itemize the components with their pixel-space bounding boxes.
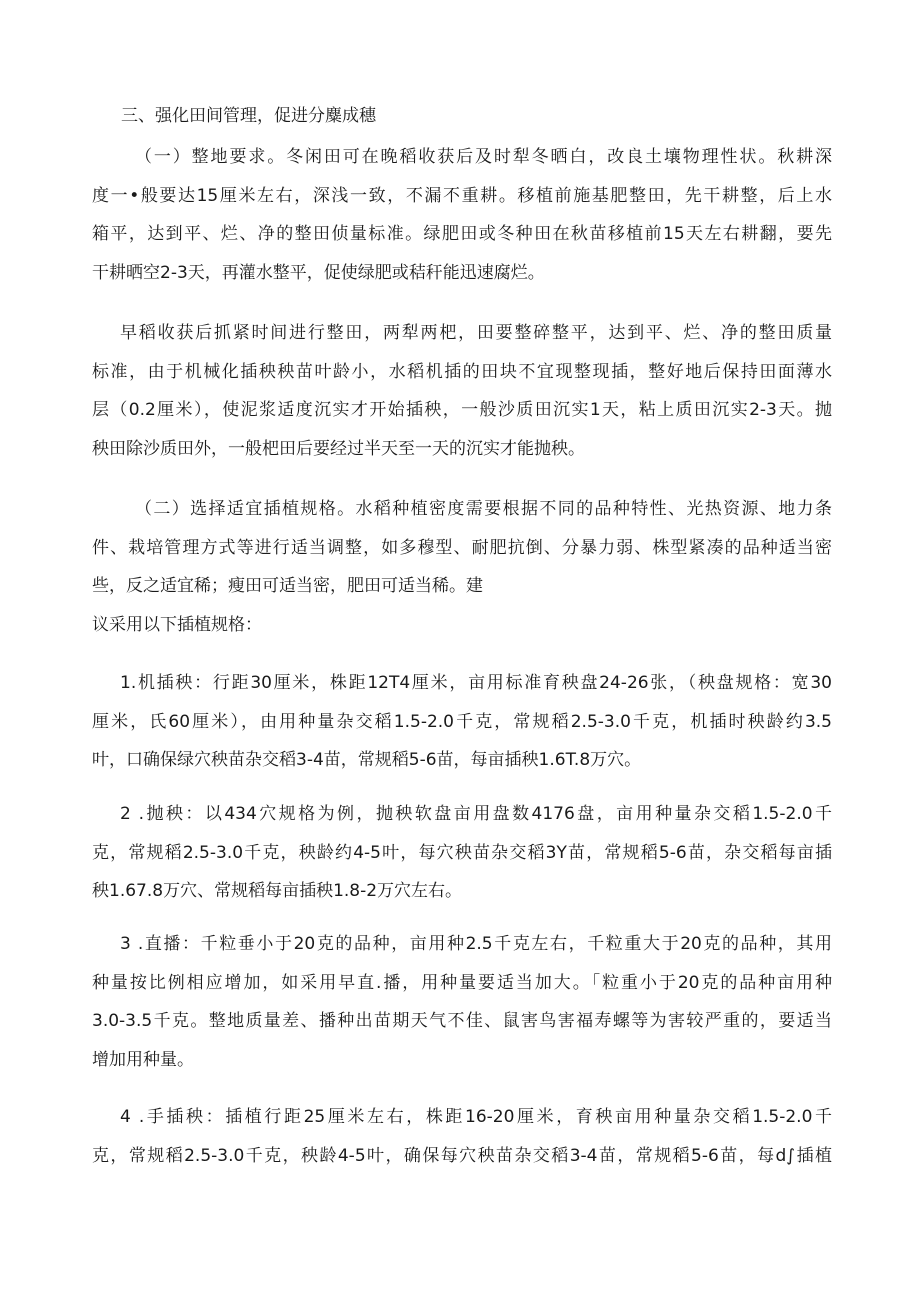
text-line: 1.机插秧：行距30厘米，株距12T4厘米，亩用标准育秧盘24-26张，（秧盘规格：宽30 bbox=[120, 673, 832, 693]
text-line: （二）选择适宜插植规格。水稻种植密度需要根据不同的品种特性、光热资源、地力条 bbox=[135, 499, 832, 519]
text-line: 厘米，氏60厘米），由用种量杂交稻1.5-2.0千克，常规稻2.5-3.0千克，机插时秧龄约3.5 bbox=[92, 711, 832, 732]
text-line: （一）整地要求。冬闲田可在晚稻收获后及时犁冬晒白，改良土壤物理性状。秋耕深 bbox=[135, 147, 832, 167]
section-heading: 三、强化田间管理，促进分麋成穗 bbox=[121, 106, 376, 126]
text-line: 3.0-3.5千克。整地质量差、播种出苗期天气不佳、鼠害鸟害福寿螺等为害较严重的，要适当 bbox=[92, 1011, 832, 1032]
text-line: 克，常规稻2.5-3.0千克，秧龄4-5叶，确保每穴秧苗杂交稻3-4苗，常规稻5-6苗，每d∫插植 bbox=[92, 1145, 832, 1166]
text-line: 箱平，达到平、烂、净的整田侦量标准。绿肥田或冬种田在秋苗移植前15天左右耕翻，要先 bbox=[92, 224, 832, 245]
text-line: 2 .抛秧：以434穴规格为例，抛秧软盘亩用盘数4176盘，亩用种量杂交稻1.5-2.0千 bbox=[120, 804, 832, 824]
text-line: 层（0.2厘米），使泥浆适度沉实才开始插秧，一般沙质田沉实1天，粘上质田沉实2-3天。抛 bbox=[92, 400, 832, 421]
item-hand-transplanting bbox=[92, 1098, 832, 1175]
text-line: 克，常规稻2.5-3.0千克，秧龄约4-5叶，每穴秧苗杂交稻3Y苗，常规稻5-6苗，杂交稻每亩插 bbox=[92, 842, 832, 863]
text-line: 件、栽培管理方式等进行适当调整，如多穆型、耐肥抗倒、分暴力弱、株型紧凑的品种适当密 bbox=[92, 537, 832, 558]
text-line: 些，反之适宜稀；瘦田可适当密，肥田可适当稀。建 bbox=[92, 576, 483, 597]
text-line: 标准，由于机械化插秧秧苗叶龄小，水稻机插的田块不宜现整现插，整好地后保持田面薄水 bbox=[92, 361, 832, 382]
item-seedling-throwing bbox=[92, 795, 832, 911]
text-line: 种量按比例相应增加，如采用早直.播，用种量要适当加大。「粒重小于20克的品种亩用种 bbox=[92, 972, 832, 993]
text-line: 议采用以下插植规格： bbox=[92, 614, 262, 635]
text-line: 叶，口确保绿穴秧苗杂交稻3-4苗，常规稻5-6苗，每亩插秧1.6T.8万穴。 bbox=[92, 750, 642, 771]
text-line: 4 .手插秧：插植行距25厘米左右，株距16-20厘米，育秧亩用种量杂交稻1.5-2.0千 bbox=[120, 1107, 832, 1127]
paragraph-early-rice-tillage bbox=[92, 314, 832, 468]
text-line: 3 .直播：千粒垂小于20克的品种，亩用种2.5千克左右，千粒重大于20克的品种，其用 bbox=[120, 934, 832, 954]
text-line: 早稻收获后抓紧时间进行整田，两犁两杷，田要整碎整平，达到平、烂、净的整田质量 bbox=[120, 323, 832, 343]
text-line: 度一•般要达15厘米左右，深浅一致，不漏不重耕。移植前施基肥整田，先干耕整，后上水 bbox=[92, 185, 832, 206]
text-line: 秧1.67.8万穴、常规稻每亩插秧1.8-2万穴左右。 bbox=[92, 881, 463, 902]
item-direct-seeding bbox=[92, 925, 832, 1079]
paragraph-planting-specifications bbox=[92, 490, 832, 644]
text-line: 干耕晒空2-3天，再灌水整平，促使绿肥或秸秆能迅速腐烂。 bbox=[92, 262, 545, 283]
paragraph-tillage-requirements bbox=[92, 138, 832, 292]
text-line: 秧田除沙质田外，一般杷田后要经过半天至一天的沉实才能抛秧。 bbox=[92, 438, 585, 459]
text-line: 增加用种量。 bbox=[92, 1049, 194, 1070]
item-machine-transplanting bbox=[92, 664, 832, 780]
